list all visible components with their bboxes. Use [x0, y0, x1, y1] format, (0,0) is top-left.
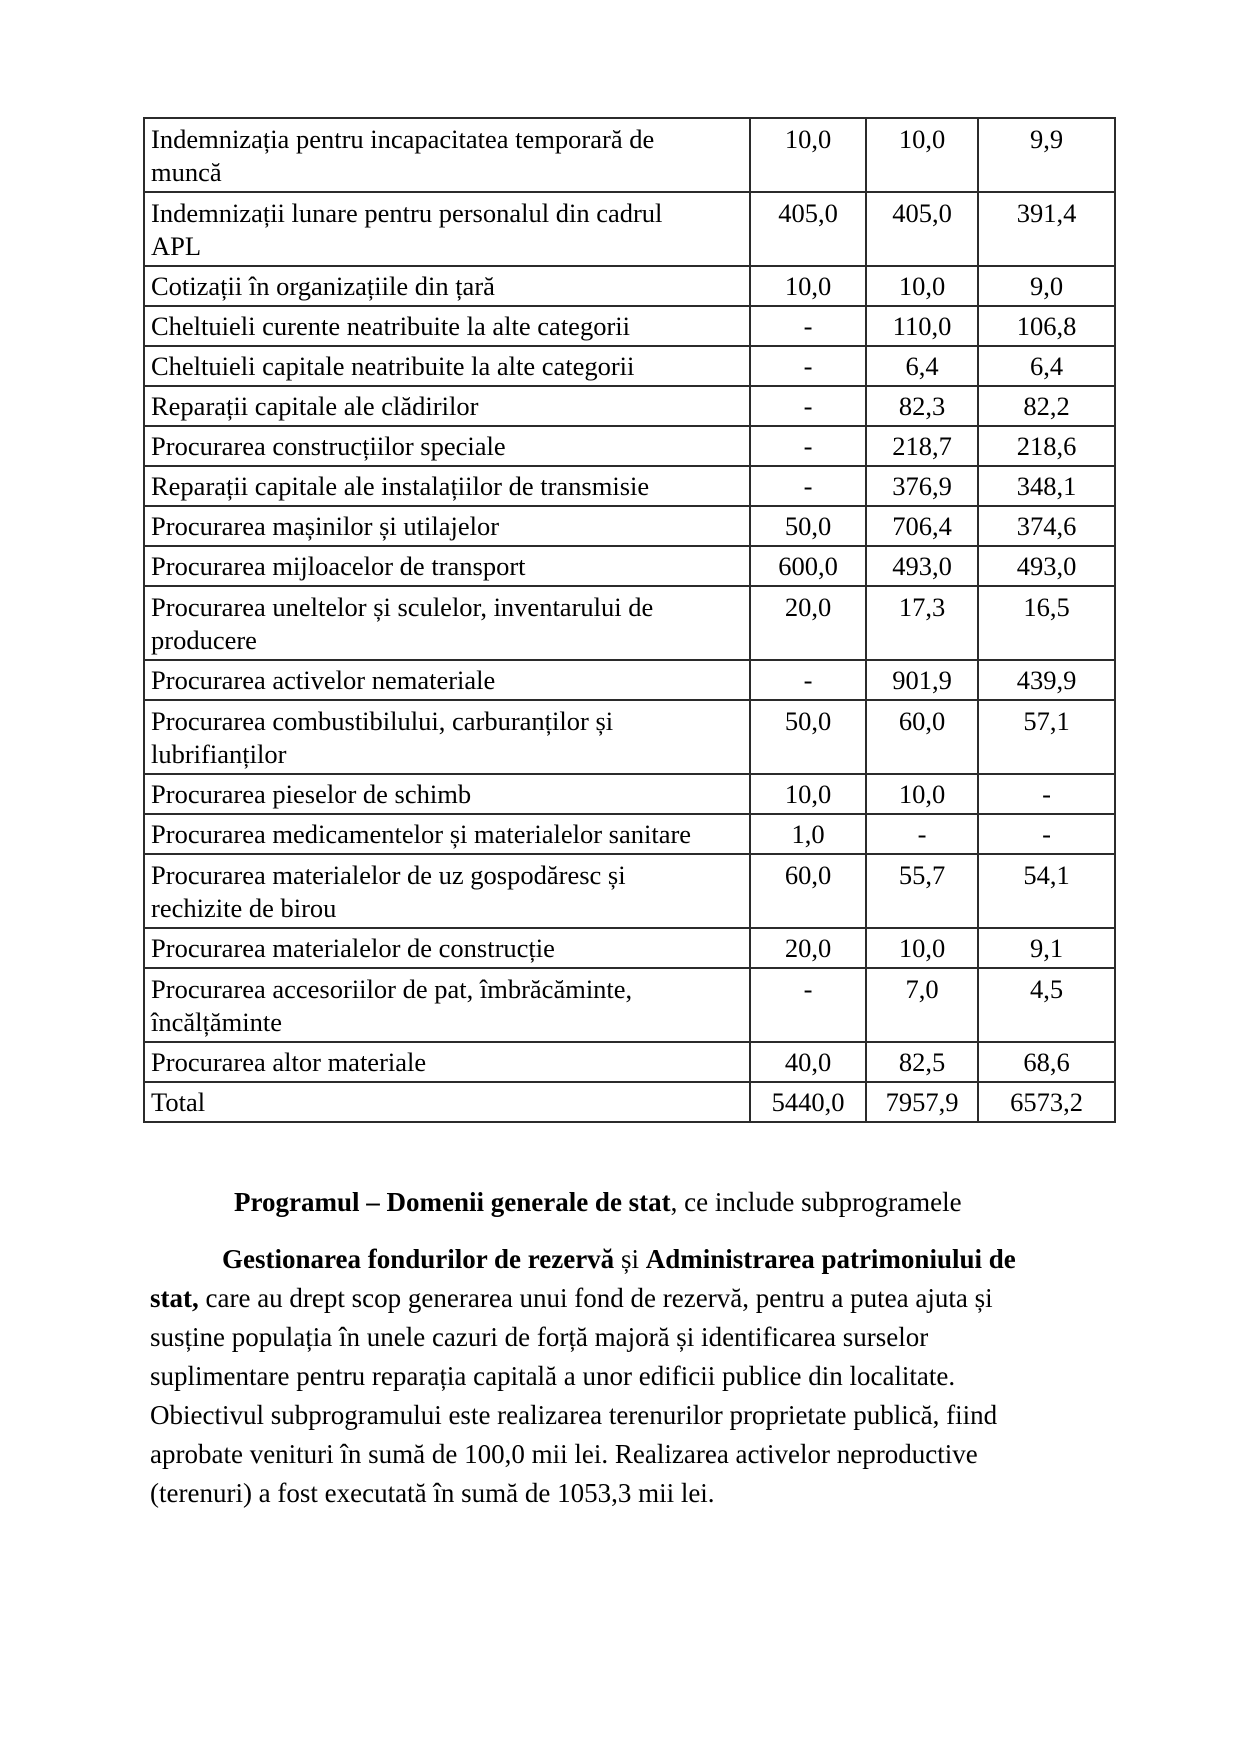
text: care au drept scop generarea unui fond de rezervă, pentru a putea ajuta și [198, 1283, 993, 1313]
value-cell-col1: - [750, 660, 866, 700]
program-heading [150, 1183, 1110, 1222]
text: Obiectivul subprogramului este realizarea terenurilor proprietate publică, fiind [150, 1400, 998, 1430]
table-row [144, 192, 1115, 266]
text: și [614, 1244, 646, 1274]
table-row [144, 426, 1115, 466]
table-row [144, 546, 1115, 586]
row-label [144, 1042, 750, 1082]
row-label-line: Procurarea mașinilor și utilajelor [151, 511, 500, 541]
program-description [150, 1183, 1110, 1513]
row-label-line: Procurarea pieselor de schimb [151, 779, 472, 809]
value-cell-col2: 6,4 [866, 346, 978, 386]
value-cell-col2: 706,4 [866, 506, 978, 546]
value-cell-col1: 60,0 [750, 854, 866, 928]
row-label [144, 466, 750, 506]
value-cell-col3: 439,9 [978, 660, 1115, 700]
value-cell-col1: 10,0 [750, 774, 866, 814]
row-label [144, 814, 750, 854]
row-label-line: rechizite de birou [151, 893, 337, 923]
table-row [144, 968, 1115, 1042]
row-label-line: Procurarea materialelor de construcție [151, 933, 555, 963]
value-cell-col3: 9,0 [978, 266, 1115, 306]
row-label [144, 306, 750, 346]
row-label [144, 1082, 750, 1122]
row-label-line: Total [151, 1087, 206, 1117]
value-cell-col1: - [750, 346, 866, 386]
value-cell-col3: 57,1 [978, 700, 1115, 774]
value-cell-col3: 54,1 [978, 854, 1115, 928]
row-label [144, 546, 750, 586]
row-label-line: Indemnizații lunare pentru personalul din cadrul [151, 198, 663, 228]
row-label-line: Procurarea activelor nemateriale [151, 665, 496, 695]
value-cell-col1: 5440,0 [750, 1082, 866, 1122]
row-label-line: Reparații capitale ale clădirilor [151, 391, 479, 421]
row-label-line: Indemnizația pentru incapacitatea temporară de [151, 124, 655, 154]
budget-expenditure-table [143, 117, 1116, 1123]
value-cell-col3: 218,6 [978, 426, 1115, 466]
value-cell-col1: 50,0 [750, 700, 866, 774]
value-cell-col1: - [750, 386, 866, 426]
row-label-line: Procurarea materialelor de uz gospodăresc și [151, 860, 626, 890]
value-cell-col2: 82,3 [866, 386, 978, 426]
row-label-line: APL [151, 231, 202, 261]
table-row [144, 586, 1115, 660]
table-body [144, 118, 1115, 1122]
value-cell-col1: 10,0 [750, 118, 866, 192]
value-cell-col2: - [866, 814, 978, 854]
row-label [144, 700, 750, 774]
row-label [144, 854, 750, 928]
value-cell-col2: 405,0 [866, 192, 978, 266]
table-row [144, 346, 1115, 386]
value-cell-col2: 55,7 [866, 854, 978, 928]
row-label-line: Procurarea accesoriilor de pat, îmbrăcăminte, [151, 974, 633, 1004]
row-label-line: Procurarea medicamentelor și materialelor sanitare [151, 819, 692, 849]
value-cell-col1: 50,0 [750, 506, 866, 546]
paragraph-line [150, 1435, 1110, 1474]
row-label-line: Reparații capitale ale instalațiilor de transmisie [151, 471, 650, 501]
row-label-line: Procurarea altor materiale [151, 1047, 427, 1077]
row-label-line: Cheltuieli curente neatribuite la alte categorii [151, 311, 630, 341]
row-label [144, 266, 750, 306]
row-label-line: Procurarea uneltelor și sculelor, inventarului de [151, 592, 654, 622]
table-row [144, 266, 1115, 306]
bold-text: stat, [150, 1283, 199, 1313]
row-label [144, 118, 750, 192]
text: aprobate venituri în sumă de 100,0 mii lei. Realizarea activelor neproductive [150, 1439, 978, 1469]
row-label-line: lubrifianților [151, 739, 287, 769]
value-cell-col2: 60,0 [866, 700, 978, 774]
row-label [144, 660, 750, 700]
bold-text: Gestionarea fondurilor de rezervă [222, 1244, 615, 1274]
value-cell-col2: 10,0 [866, 928, 978, 968]
row-label-line: producere [151, 625, 257, 655]
row-label-line: Procurarea mijloacelor de transport [151, 551, 526, 581]
value-cell-col2: 376,9 [866, 466, 978, 506]
table-row [144, 854, 1115, 928]
program-heading-regular: , ce include subprogramele [670, 1187, 962, 1217]
table-row [144, 466, 1115, 506]
value-cell-col2: 110,0 [866, 306, 978, 346]
row-label [144, 426, 750, 466]
value-cell-col2: 82,5 [866, 1042, 978, 1082]
table-row [144, 306, 1115, 346]
value-cell-col1: - [750, 466, 866, 506]
text: susține populația în unele cazuri de forță majoră și identificarea surselor [150, 1322, 929, 1352]
value-cell-col3: - [978, 774, 1115, 814]
value-cell-col3: - [978, 814, 1115, 854]
value-cell-col3: 16,5 [978, 586, 1115, 660]
value-cell-col3: 348,1 [978, 466, 1115, 506]
paragraph-line [150, 1474, 1110, 1513]
row-label [144, 506, 750, 546]
subprogram-paragraph [150, 1240, 1110, 1513]
value-cell-col1: - [750, 306, 866, 346]
value-cell-col3: 9,9 [978, 118, 1115, 192]
value-cell-col2: 10,0 [866, 266, 978, 306]
row-label-line: încălțăminte [151, 1007, 282, 1037]
row-label [144, 968, 750, 1042]
value-cell-col1: - [750, 426, 866, 466]
table-row [144, 774, 1115, 814]
program-heading-bold: Programul – Domenii generale de stat [234, 1187, 671, 1217]
value-cell-col1: 1,0 [750, 814, 866, 854]
row-label-line: Cotizații în organizațiile din țară [151, 271, 495, 301]
table-row [144, 700, 1115, 774]
value-cell-col2: 493,0 [866, 546, 978, 586]
value-cell-col1: 600,0 [750, 546, 866, 586]
paragraph-line [150, 1396, 1110, 1435]
table-row [144, 118, 1115, 192]
table-row [144, 386, 1115, 426]
value-cell-col1: - [750, 968, 866, 1042]
row-label [144, 928, 750, 968]
table-row [144, 1042, 1115, 1082]
value-cell-col3: 82,2 [978, 386, 1115, 426]
row-label [144, 346, 750, 386]
table-row [144, 814, 1115, 854]
row-label-line: muncă [151, 157, 222, 187]
row-label [144, 774, 750, 814]
row-label [144, 386, 750, 426]
value-cell-col3: 6,4 [978, 346, 1115, 386]
value-cell-col1: 40,0 [750, 1042, 866, 1082]
total-row [144, 1082, 1115, 1122]
table-row [144, 506, 1115, 546]
value-cell-col3: 374,6 [978, 506, 1115, 546]
paragraph-line [150, 1279, 1110, 1318]
bold-text: Administrarea patrimoniului de [645, 1244, 1016, 1274]
paragraph-line [150, 1318, 1110, 1357]
paragraph-line [150, 1240, 1110, 1279]
row-label-line: Procurarea construcțiilor speciale [151, 431, 506, 461]
value-cell-col2: 7957,9 [866, 1082, 978, 1122]
value-cell-col3: 6573,2 [978, 1082, 1115, 1122]
value-cell-col1: 20,0 [750, 586, 866, 660]
value-cell-col2: 901,9 [866, 660, 978, 700]
table-row [144, 660, 1115, 700]
value-cell-col2: 7,0 [866, 968, 978, 1042]
table-row [144, 928, 1115, 968]
value-cell-col3: 106,8 [978, 306, 1115, 346]
value-cell-col3: 4,5 [978, 968, 1115, 1042]
value-cell-col3: 391,4 [978, 192, 1115, 266]
value-cell-col1: 20,0 [750, 928, 866, 968]
value-cell-col3: 68,6 [978, 1042, 1115, 1082]
value-cell-col2: 10,0 [866, 774, 978, 814]
value-cell-col3: 9,1 [978, 928, 1115, 968]
row-label-line: Procurarea combustibilului, carburanților și [151, 706, 614, 736]
value-cell-col3: 493,0 [978, 546, 1115, 586]
row-label [144, 586, 750, 660]
value-cell-col1: 10,0 [750, 266, 866, 306]
value-cell-col1: 405,0 [750, 192, 866, 266]
value-cell-col2: 10,0 [866, 118, 978, 192]
value-cell-col2: 218,7 [866, 426, 978, 466]
row-label [144, 192, 750, 266]
paragraph-line [150, 1357, 1110, 1396]
text: suplimentare pentru reparația capitală a unor edificii publice din localitate. [150, 1361, 956, 1391]
row-label-line: Cheltuieli capitale neatribuite la alte categorii [151, 351, 635, 381]
text: (terenuri) a fost executată în sumă de 1053,3 mii lei. [150, 1478, 715, 1508]
value-cell-col2: 17,3 [866, 586, 978, 660]
